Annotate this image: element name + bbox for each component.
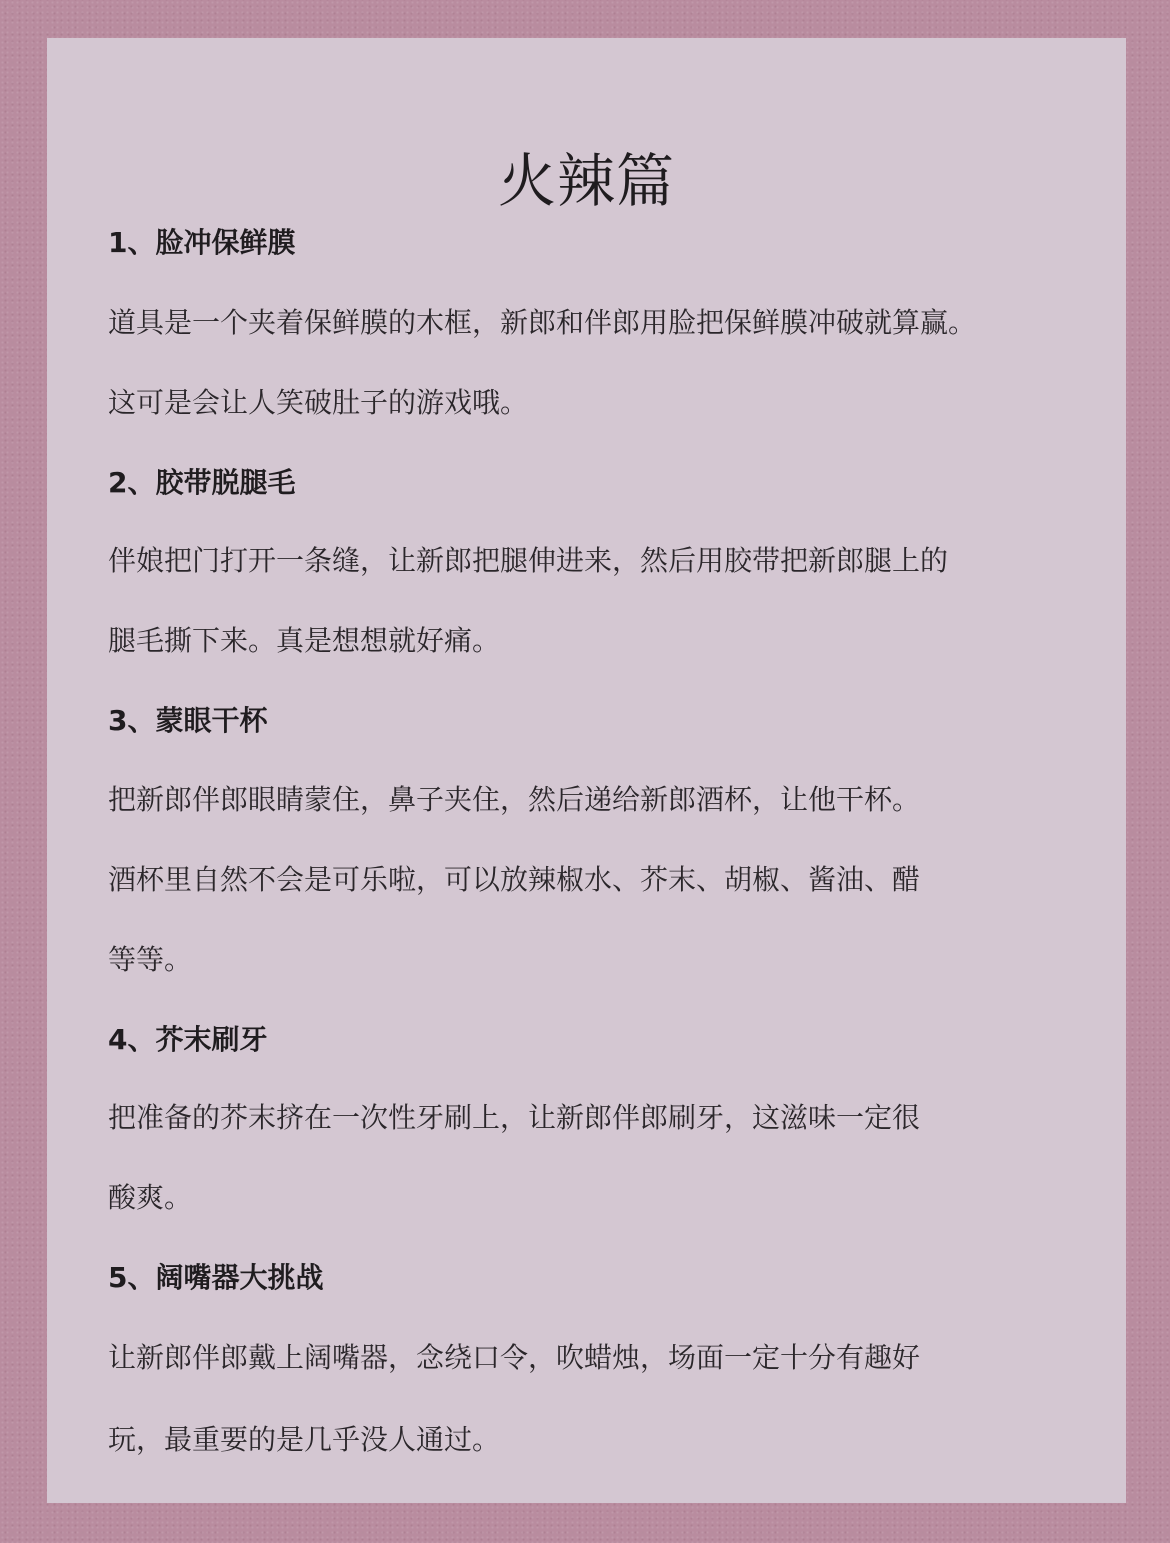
section-5-line-1: 让新郎伴郎戴上阔嘴器，念绕口令，吹蜡烛，场面一定十分有趣好 bbox=[108, 1341, 921, 1374]
content-card bbox=[47, 38, 1126, 1503]
section-3-line-3: 等等。 bbox=[108, 943, 193, 976]
section-1-line-1: 道具是一个夹着保鲜膜的木框，新郎和伴郎用脸把保鲜膜冲破就算赢。 bbox=[108, 306, 977, 339]
section-2-line-2: 腿毛撕下来。真是想想就好痛。 bbox=[108, 624, 501, 657]
section-2-line-1: 伴娘把门打开一条缝，让新郎把腿伸进来，然后用胶带把新郎腿上的 bbox=[108, 544, 949, 577]
page-title: 火辣篇 bbox=[497, 147, 675, 215]
section-4-line-2: 酸爽。 bbox=[108, 1181, 193, 1214]
section-1-heading: 1、脸冲保鲜膜 bbox=[108, 226, 296, 259]
section-1-line-2: 这可是会让人笑破肚子的游戏哦。 bbox=[108, 386, 529, 419]
section-3-line-1: 把新郎伴郎眼睛蒙住，鼻子夹住，然后递给新郎酒杯，让他干杯。 bbox=[108, 783, 921, 816]
section-3-heading: 3、蒙眼干杯 bbox=[108, 704, 268, 737]
section-2-heading: 2、胶带脱腿毛 bbox=[108, 466, 296, 499]
section-3-line-2: 酒杯里自然不会是可乐啦，可以放辣椒水、芥末、胡椒、酱油、醋 bbox=[108, 863, 921, 896]
section-5-line-2: 玩，最重要的是几乎没人通过。 bbox=[108, 1423, 501, 1456]
section-4-line-1: 把准备的芥末挤在一次性牙刷上，让新郎伴郎刷牙，这滋味一定很 bbox=[108, 1101, 921, 1134]
section-4-heading: 4、芥末刷牙 bbox=[108, 1023, 268, 1056]
section-5-heading: 5、阔嘴器大挑战 bbox=[108, 1261, 324, 1294]
